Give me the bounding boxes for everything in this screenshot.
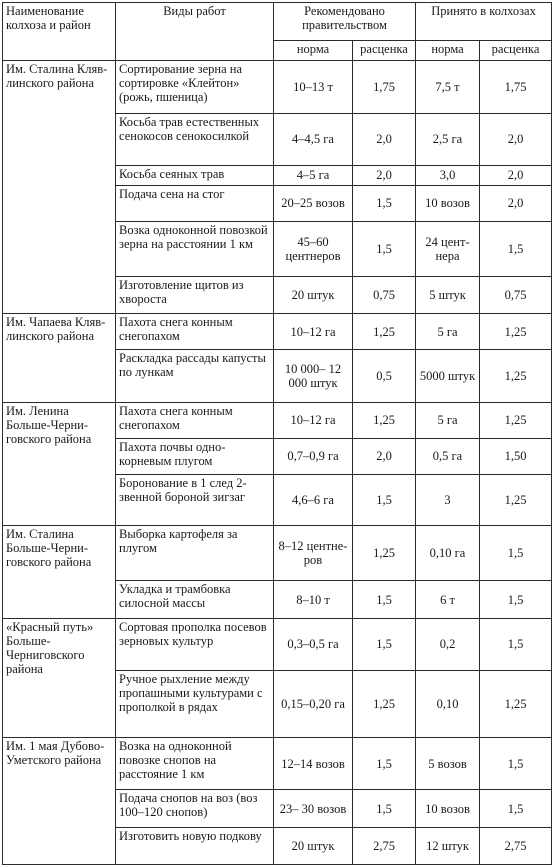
work-type: Пахота почвы однокорневым плугом <box>116 438 274 474</box>
kolkhoz-rate: 2,0 <box>480 165 552 185</box>
gov-norm: 4–5 га <box>274 165 353 185</box>
header-kol-rate: расценка <box>480 41 552 61</box>
kolkhoz-norm: 7,5 т <box>416 61 480 114</box>
kolkhoz-rate: 1,5 <box>480 618 552 670</box>
kolkhoz-rate: 1,5 <box>480 221 552 276</box>
work-type: Косьба трав естественных сенокосов сенокосилкой <box>116 114 274 165</box>
gov-norm: 12–14 возов <box>274 738 353 790</box>
work-type: Пахота снега конным снегопахом <box>116 402 274 438</box>
gov-norm: 0,7–0,9 га <box>274 438 353 474</box>
work-type: Изготовить новую подкову <box>116 827 274 864</box>
farm-name: Им. Сталина Клявлинского района <box>3 61 116 314</box>
work-type: Подача сена на стог <box>116 185 274 221</box>
farm-name: «Красный путь» Больше-Черниговского района <box>3 618 116 738</box>
kolkhoz-norm: 3 <box>416 474 480 525</box>
kolkhoz-norm: 5 га <box>416 314 480 350</box>
table-row <box>3 618 552 670</box>
gov-rate: 1,5 <box>353 185 416 221</box>
gov-rate: 2,0 <box>353 438 416 474</box>
kolkhoz-rate: 1,50 <box>480 438 552 474</box>
gov-rate: 1,5 <box>353 618 416 670</box>
farm-name: Им. Ленина Больше-Черниговского района <box>3 402 116 526</box>
work-type: Косьба сеяных трав <box>116 165 274 185</box>
kolkhoz-rate: 1,25 <box>480 670 552 737</box>
work-type: Подача снопов на воз (воз 100–120 снопов) <box>116 790 274 827</box>
gov-norm: 8–10 т <box>274 581 353 618</box>
gov-rate: 1,5 <box>353 790 416 827</box>
kolkhoz-rate: 1,25 <box>480 402 552 438</box>
gov-rate: 2,0 <box>353 114 416 165</box>
kolkhoz-norm: 0,10 га <box>416 526 480 581</box>
gov-rate: 1,5 <box>353 581 416 618</box>
gov-norm: 8–12 центнеров <box>274 526 353 581</box>
work-type: Изготовление щитов из хвороста <box>116 277 274 314</box>
gov-norm: 0,3–0,5 га <box>274 618 353 670</box>
kolkhoz-norm: 10 возов <box>416 790 480 827</box>
kolkhoz-rate: 1,5 <box>480 526 552 581</box>
kolkhoz-norm: 6 т <box>416 581 480 618</box>
kolkhoz-norm: 0,10 <box>416 670 480 737</box>
kolkhoz-rate: 1,25 <box>480 474 552 525</box>
gov-norm: 20 штук <box>274 827 353 864</box>
header-kolkhoz: Принято в колхозах <box>416 3 552 41</box>
work-type: Сортовая прополка посевов зерновых культур <box>116 618 274 670</box>
gov-rate: 1,25 <box>353 314 416 350</box>
kolkhoz-rate: 2,0 <box>480 185 552 221</box>
work-type: Раскладка рассады капусты по лункам <box>116 350 274 402</box>
gov-norm: 45–60 центнеров <box>274 221 353 276</box>
kolkhoz-norm: 5 штук <box>416 277 480 314</box>
work-type: Ручное рыхление между пропашными культурами с прополкой в рядах <box>116 670 274 737</box>
gov-norm: 10–12 га <box>274 314 353 350</box>
gov-rate: 1,25 <box>353 402 416 438</box>
header-gov-rate: расценка <box>353 41 416 61</box>
gov-rate: 1,5 <box>353 738 416 790</box>
gov-norm: 20–25 возов <box>274 185 353 221</box>
table-row <box>3 314 552 350</box>
norms-table <box>2 2 552 865</box>
gov-norm: 20 штук <box>274 277 353 314</box>
gov-rate: 1,25 <box>353 670 416 737</box>
farm-name: Им. Сталина Больше-Черниговского района <box>3 526 116 618</box>
kolkhoz-rate: 1,5 <box>480 738 552 790</box>
header-kol-norm: норма <box>416 41 480 61</box>
work-type: Возка на одноконной повозке снопов на расстояние 1 км <box>116 738 274 790</box>
kolkhoz-norm: 10 возов <box>416 185 480 221</box>
farm-name: Им. Чапаева Клявлинского района <box>3 314 116 402</box>
header-farm: Наименование колхоза и район <box>3 3 116 61</box>
gov-rate: 2,75 <box>353 827 416 864</box>
table-row <box>3 738 552 790</box>
gov-rate: 1,75 <box>353 61 416 114</box>
gov-norm: 10–13 т <box>274 61 353 114</box>
gov-norm: 4,6–6 га <box>274 474 353 525</box>
gov-norm: 10–12 га <box>274 402 353 438</box>
kolkhoz-norm: 24 центнера <box>416 221 480 276</box>
gov-norm: 4–4,5 га <box>274 114 353 165</box>
gov-rate: 1,5 <box>353 474 416 525</box>
kolkhoz-norm: 5 возов <box>416 738 480 790</box>
header-gov: Рекомендовано правительством <box>274 3 416 41</box>
kolkhoz-norm: 0,5 га <box>416 438 480 474</box>
table-row <box>3 402 552 438</box>
table-row <box>3 526 552 581</box>
kolkhoz-norm: 5 га <box>416 402 480 438</box>
kolkhoz-norm: 0,2 <box>416 618 480 670</box>
work-type: Возка одноконной повозкой зерна на расстоянии 1 км <box>116 221 274 276</box>
gov-rate: 0,75 <box>353 277 416 314</box>
kolkhoz-rate: 2,75 <box>480 827 552 864</box>
work-type: Сортирование зерна на сортировке «Клейтон» (рожь, пшеница) <box>116 61 274 114</box>
gov-rate: 1,5 <box>353 221 416 276</box>
gov-norm: 0,15–0,20 га <box>274 670 353 737</box>
kolkhoz-rate: 1,25 <box>480 314 552 350</box>
kolkhoz-norm: 3,0 <box>416 165 480 185</box>
gov-rate: 2,0 <box>353 165 416 185</box>
farm-name: Им. 1 мая Дубово-Уметского района <box>3 738 116 865</box>
header-gov-norm: норма <box>274 41 353 61</box>
kolkhoz-rate: 1,25 <box>480 350 552 402</box>
kolkhoz-rate: 1,5 <box>480 581 552 618</box>
work-type: Выборка картофеля за плугом <box>116 526 274 581</box>
kolkhoz-norm: 12 штук <box>416 827 480 864</box>
kolkhoz-rate: 1,5 <box>480 790 552 827</box>
gov-norm: 10 000– 12 000 штук <box>274 350 353 402</box>
kolkhoz-norm: 2,5 га <box>416 114 480 165</box>
work-type: Пахота снега конным снегопахом <box>116 314 274 350</box>
kolkhoz-rate: 0,75 <box>480 277 552 314</box>
kolkhoz-norm: 5000 штук <box>416 350 480 402</box>
work-type: Укладка и трамбовка силосной массы <box>116 581 274 618</box>
kolkhoz-rate: 2,0 <box>480 114 552 165</box>
header-work: Виды работ <box>116 3 274 61</box>
gov-rate: 1,25 <box>353 526 416 581</box>
kolkhoz-rate: 1,75 <box>480 61 552 114</box>
work-type: Боронование в 1 след 2-звенной бороной зигзаг <box>116 474 274 525</box>
table-row <box>3 61 552 114</box>
gov-rate: 0,5 <box>353 350 416 402</box>
gov-norm: 23– 30 возов <box>274 790 353 827</box>
